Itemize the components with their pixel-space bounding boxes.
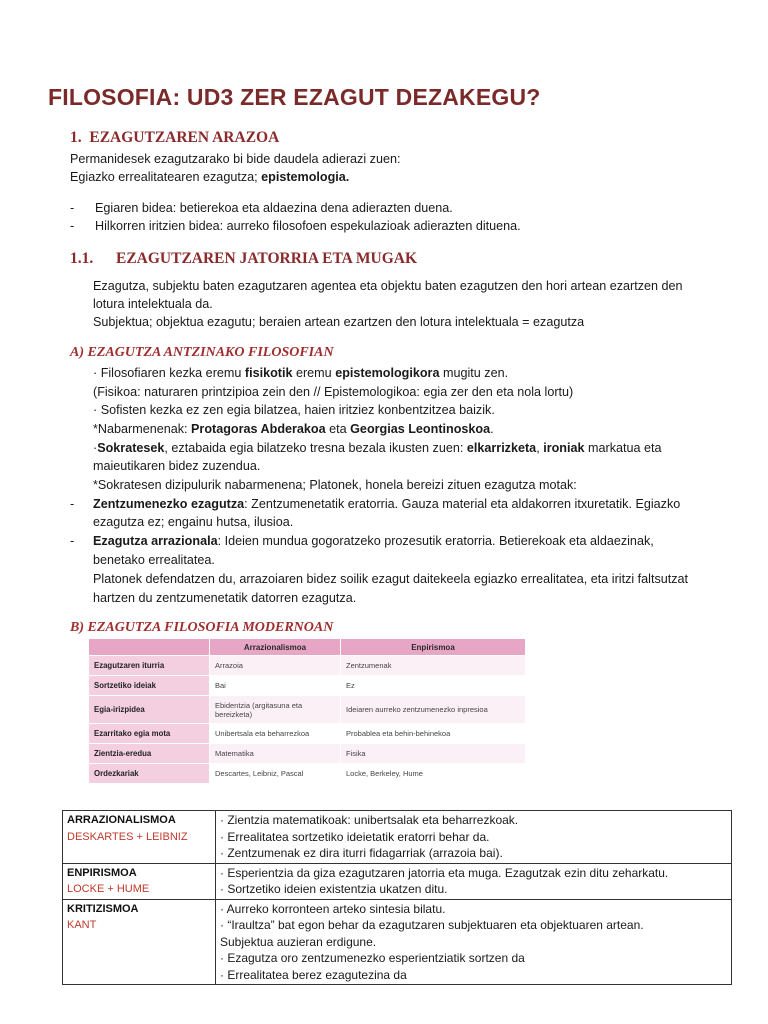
bold-text: epistemologikora — [335, 366, 440, 380]
section-1-heading — [70, 129, 279, 147]
comparison-table — [88, 638, 526, 784]
section-a-l5 — [93, 439, 662, 457]
table-row — [89, 696, 526, 724]
section-b-heading: B) EZAGUTZA FILOSOFIA MODERNOAN — [70, 620, 334, 635]
table-row — [89, 764, 526, 784]
text: eta — [325, 422, 351, 436]
section-a-l4 — [93, 420, 494, 438]
summary-row-criticism — [63, 899, 732, 985]
text: . — [490, 422, 494, 436]
cell: Probablea eta behin-behinekoa — [341, 724, 526, 744]
row-header: Ezagutzaren iturria — [89, 656, 210, 676]
summary-label-authors: LOCKE + HUME — [67, 883, 150, 895]
row-header: Sortzetiko ideiak — [89, 676, 210, 696]
bold-text: Sokratesek — [97, 441, 165, 455]
cell: Ez — [341, 676, 526, 696]
section-11-l1: Ezagutza, subjektu baten ezagutzaren agentea eta objektu baten ezagutzen den hori artean ezartzen den — [93, 279, 683, 293]
section-a-l3: · Sofisten kezka ez zen egia bilatzea, haien iritziez konbentzitzea baizik. — [93, 403, 495, 417]
section-a-l6: maieutikaren bidez zuzendua. — [93, 459, 261, 473]
bullet-dash: - — [70, 219, 75, 233]
cell: Bai — [210, 676, 341, 696]
section-11-l3: Subjektua; objektua ezagutu; beraien artean ezartzen den lotura intelektuala = ezagutza — [93, 315, 585, 329]
section-11-heading — [70, 250, 418, 268]
section-1-p2-bold: epistemologia. — [261, 170, 350, 184]
summary-content-cell — [216, 899, 732, 985]
section-a-b2-line1 — [93, 532, 654, 550]
summary-row-rationalism — [63, 811, 732, 864]
summary-content-cell — [216, 811, 732, 864]
cell: Zentzumenak — [341, 656, 526, 676]
summary-label-cell — [63, 899, 216, 985]
section-11-l2: lotura intelektuala da. — [93, 297, 213, 311]
bullet-dash: - — [70, 201, 75, 215]
text: , eztabaida egia bilatzeko tresna bezala ikusten zuen: — [164, 441, 467, 455]
text: · Filosofiaren kezka eremu — [93, 366, 245, 380]
section-a-b1-line1 — [93, 495, 680, 513]
row-header: Egia-irizpidea — [89, 696, 210, 724]
bullet-dash: - — [70, 534, 75, 548]
text: eremu — [292, 366, 336, 380]
summary-line: · Sortzetiko ideien existentzia ukatzen ditu. — [220, 882, 448, 896]
bold-text: elkarrizketa — [466, 441, 537, 455]
table-row — [89, 724, 526, 744]
summary-line: Subjektua auzieran erdigune. — [220, 934, 377, 949]
comparison-header-empty — [89, 639, 210, 656]
cell: Ebidentzia (argitasuna eta bereizketa) — [210, 696, 341, 724]
section-a-bullet-1 — [70, 495, 74, 513]
cell: Descartes, Leibniz, Pascal — [210, 764, 341, 784]
summary-line: · Zientzia matematikoak: unibertsalak eta beharrezkoak. — [220, 813, 519, 827]
bold-text: ironiak — [543, 441, 585, 455]
section-a-l7: *Sokratesen dizipulurik nabarmenena; Platonek, honela bereizi zituen ezagutza motak: — [93, 478, 577, 492]
bold-text: Protagoras Abderakoa — [191, 422, 326, 436]
bold-text: Ezagutza arrazionala — [93, 534, 218, 548]
summary-line: · Esperientzia da giza ezagutzaren jatorria eta muga. Ezagutzak ezin ditu zeharkatu. — [220, 865, 669, 880]
cell: Matematika — [210, 744, 341, 764]
summary-line: · “Iraultza” bat egon behar da ezagutzaren subjektuaren eta objektuaren artean. — [220, 918, 644, 932]
bullet-text: Hilkorren iritzien bidea: aurreko filosofoen espekulazioak adierazten dituena. — [95, 219, 521, 233]
section-11-title: EZAGUTZAREN JATORRIA ETA MUGAK — [116, 250, 418, 267]
table-row — [89, 676, 526, 696]
comparison-table-header — [89, 639, 526, 656]
section-1-bullet-2 — [70, 217, 521, 235]
bullet-dash: - — [70, 497, 75, 511]
section-1-title: EZAGUTZAREN ARAZOA — [89, 129, 280, 146]
summary-line: · Errealitatea sortzetiko ideietatik eratorri behar da. — [220, 829, 490, 844]
section-a-heading: A) EZAGUTZA ANTZINAKO FILOSOFIAN — [70, 345, 334, 360]
comparison-header-empiricism: Enpirismoa — [341, 639, 526, 656]
section-1-number: 1. — [70, 129, 82, 146]
summary-label-title: ARRAZIONALISMOA — [67, 814, 176, 826]
section-a-b2-line2: benetako errealitatea. — [93, 553, 215, 567]
summary-label-title: KRITIZISMOA — [67, 902, 139, 915]
section-a-l2: (Fisikoa: naturaren printzipioa zein den // Epistemologikoa: egia zer den eta nola lortu) — [93, 385, 574, 399]
summary-line: · Zentzumenak ez dira iturri fidagarriak (arrazoia bai). — [220, 846, 503, 860]
summary-content-cell — [216, 863, 732, 899]
section-a-l9: hartzen du zentzumenetatik datorren ezagutza. — [93, 591, 357, 605]
comparison-header-rationalism: Arrazionalismoa — [210, 639, 341, 656]
summary-line: · Ezagutza oro zentzumenezko esperientziatik sortzen da — [220, 951, 525, 965]
summary-table — [62, 810, 732, 985]
text: mugitu zen. — [439, 366, 509, 380]
section-a-l8: Platonek defendatzen du, arrazoiaren bidez soilik ezagut daitekeela egiazko errealitatea, eta iritzi faltsutzat — [93, 572, 689, 586]
text: · — [93, 441, 98, 455]
summary-label-cell — [63, 811, 216, 864]
bold-text: Zentzumenezko ezagutza — [93, 497, 245, 511]
summary-row-empiricism — [63, 863, 732, 899]
bold-text: Georgias Leontinoskoa — [350, 422, 491, 436]
page-title: FILOSOFIA: UD3 ZER EZAGUT DEZAKEGU? — [48, 84, 541, 110]
summary-line: · Aurreko korronteen arteko sintesia bilatu. — [220, 901, 446, 916]
cell: Unibertsala eta beharrezkoa — [210, 724, 341, 744]
summary-line: · Errealitatea berez ezagutezina da — [220, 967, 407, 982]
summary-label-cell — [63, 863, 216, 899]
text: : Ideien mundua gogoratzeko prozesutik eratorria. Betierekoak eta aldaezinak, — [217, 534, 654, 548]
cell: Ideiaren aurreko zentzumenezko inpresioa — [341, 696, 526, 724]
summary-label-authors: KANT — [67, 919, 97, 931]
section-a-l1 — [93, 364, 508, 382]
section-1-bullet-1 — [70, 199, 453, 217]
row-header: Zientzia-eredua — [89, 744, 210, 764]
cell: Locke, Berkeley, Hume — [341, 764, 526, 784]
bold-text: fisikotik — [244, 366, 293, 380]
cell: Arrazoia — [210, 656, 341, 676]
text: , — [536, 441, 544, 455]
section-1-p2-text: Egiazko errealitatearen ezagutza; — [70, 170, 262, 184]
section-a-bullet-2 — [70, 532, 74, 550]
text: *Nabarmenenak: — [93, 422, 192, 436]
section-1-p1: Permanidesek ezagutzarako bi bide daudela adierazi zuen: — [70, 152, 401, 166]
section-11-number: 1.1. — [70, 250, 94, 267]
summary-label-title: ENPIRISMOA — [67, 866, 137, 879]
section-1-p2 — [70, 168, 349, 186]
text: : Zentzumenetatik eratorria. Gauza material eta aldakorren itxuretatik. Egiazko — [244, 497, 681, 511]
table-row — [89, 744, 526, 764]
summary-label-authors: DESKARTES + LEIBNIZ — [67, 830, 188, 843]
table-row — [89, 656, 526, 676]
row-header: Ezarritako egia mota — [89, 724, 210, 744]
cell: Fisika — [341, 744, 526, 764]
section-a-b1-line2: ezagutza ez; engainu hutsa, ilusioa. — [93, 515, 294, 529]
text: markatua eta — [584, 441, 662, 455]
bullet-text: Egiaren bidea: betierekoa eta aldaezina dena adierazten duena. — [95, 201, 453, 215]
row-header: Ordezkariak — [89, 764, 210, 784]
